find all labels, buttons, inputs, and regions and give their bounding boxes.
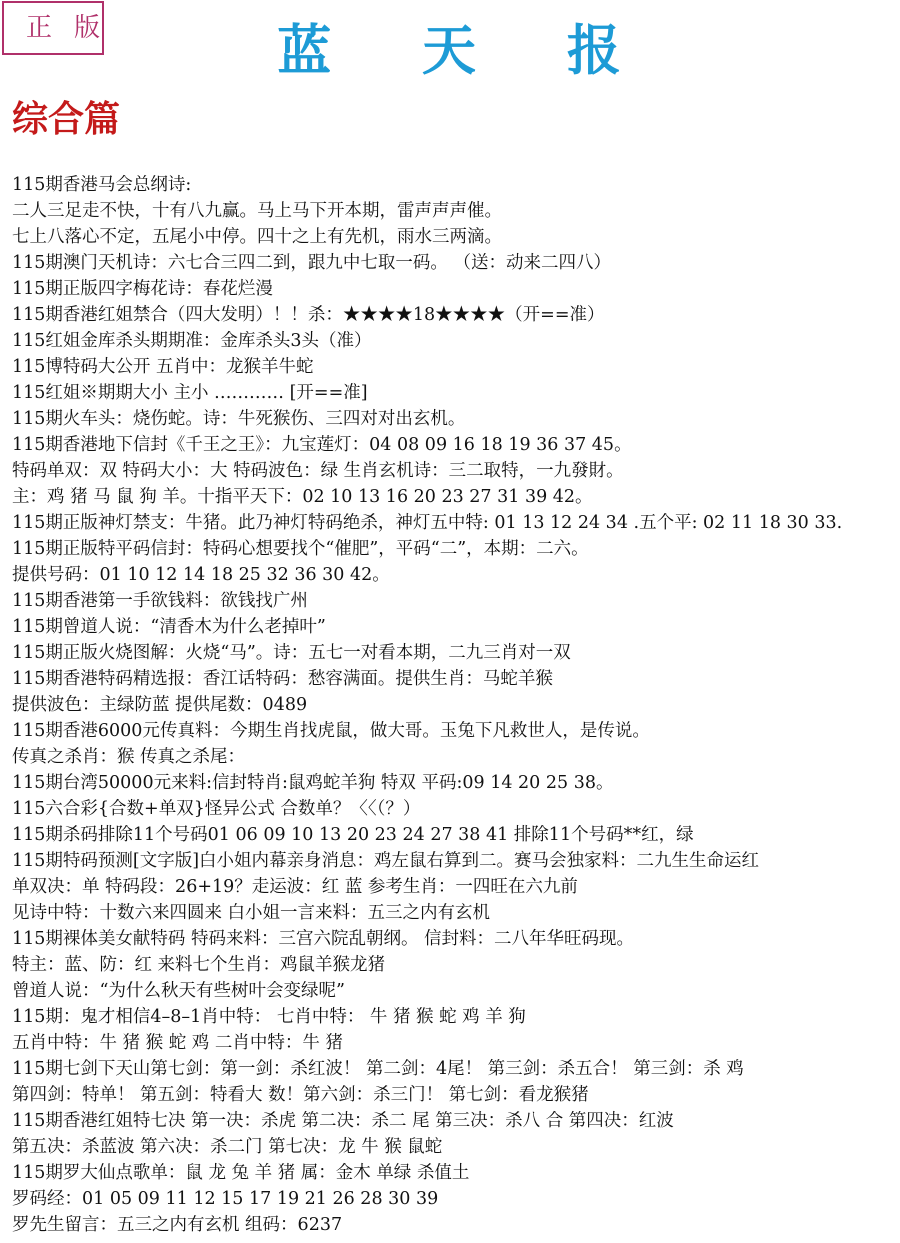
text-line: 115期香港6000元传真料：今期生肖找虎鼠，做大哥。玉兔下凡救世人，是传说。 — [12, 721, 650, 741]
text-line: 115期正版神灯禁支：牛猪。此乃神灯特码绝杀，神灯五中特: 01 13 12 24 34 .五个平: 02 11 18 30 33. — [12, 513, 843, 533]
text-line: 传真之杀肖：猴 传真之杀尾： — [12, 747, 246, 767]
text-line: 115红姐※期期大小 主小 ………… [开==准] — [12, 383, 368, 403]
text-line: 第五决：杀蓝波 第六决：杀二门 第七决：龙 牛 猴 鼠蛇 — [12, 1137, 443, 1157]
text-line: 115期台湾50000元来料:信封特肖:鼠鸡蛇羊狗 特双 平码:09 14 20 25 38。 — [12, 773, 614, 793]
text-line: 115期曾道人说：“清香木为什么老掉叶” — [12, 617, 326, 637]
section-title: 综合篇 — [12, 98, 121, 140]
text-line: 115期特码预测[文字版]白小姐内幕亲身消息：鸡左鼠右算到二。赛马会独家料：二九生生命运红 — [12, 851, 760, 871]
text-line: 提供号码：01 10 12 14 18 25 32 36 30 42。 — [12, 565, 390, 585]
edition-badge: 正版 — [2, 1, 104, 55]
text-line: 主：鸡 猪 马 鼠 狗 羊。十指平天下：02 10 13 16 20 23 27 31 39 42。 — [12, 487, 593, 507]
text-line: 罗码经：01 05 09 11 12 15 17 19 21 26 28 30 39 — [12, 1189, 439, 1209]
text-line: 115期香港马会总纲诗: — [12, 175, 192, 195]
text-line: 115红姐金库杀头期期准：金库杀头3头（准） — [12, 331, 372, 351]
text-line: 115期裸体美女献特码 特码来料：三宫六院乱朝纲。 信封料：二八年华旺码现。 — [12, 929, 635, 949]
page-title — [0, 14, 900, 86]
text-line: 二人三足走不快，十有八九赢。马上马下开本期，雷声声声催。 — [12, 201, 502, 221]
text-line: 五肖中特：牛 猪 猴 蛇 鸡 二肖中特：牛 猪 — [12, 1033, 343, 1053]
text-line: 115期正版特平码信封：特码心想要找个“催肥”，平码“二”，本期：二六。 — [12, 539, 589, 559]
text-line: 115期香港红姐禁合（四大发明）！！杀：★★★★18★★★★（开==准） — [12, 305, 605, 325]
text-line: 115期香港红姐特七决 第一决：杀虎 第二决：杀二 尾 第三决：杀八 合 第四决：红波 — [12, 1111, 674, 1131]
text-line: 115期杀码排除11个号码01 06 09 10 13 20 23 24 27 38 41 排除11个号码**红，绿 — [12, 825, 694, 845]
text-line: 见诗中特：十数六来四圆来 白小姐一言来料：五三之内有玄机 — [12, 903, 491, 923]
text-line: 115期正版火烧图解：火烧“马”。诗：五七一对看本期，二九三肖对一双 — [12, 643, 571, 663]
title-char: 天 — [422, 18, 478, 82]
text-line: 115期澳门天机诗：六七合三四二到，跟九中七取一码。 （送：动来二四八） — [12, 253, 611, 273]
text-line: 115期罗大仙点歌单：鼠 龙 兔 羊 猪 属：金木 单绿 杀值土 — [12, 1163, 470, 1183]
title-char: 蓝 — [277, 18, 334, 82]
text-line: 115期香港地下信封《千王之王》：九宝莲灯：04 08 09 16 18 19 36 37 45。 — [12, 435, 632, 455]
text-line: 特码单双：双 特码大小：大 特码波色：绿 生肖玄机诗：三二取特，一九發財。 — [12, 461, 624, 481]
title-char: 报 — [566, 18, 623, 82]
text-line: 曾道人说：“为什么秋天有些树叶会变绿呢” — [12, 981, 345, 1001]
text-line: 七上八落心不定，五尾小中停。四十之上有先机，雨水三两滴。 — [12, 227, 502, 247]
text-line: 115期香港特码精选报：香江话特码：愁容满面。提供生肖：马蛇羊猴 — [12, 669, 553, 689]
text-line: 提供波色：主绿防蓝 提供尾数：0489 — [12, 695, 308, 715]
text-line: 115期火车头：烧伤蛇。诗：牛死猴伤、三四对对出玄机。 — [12, 409, 466, 429]
text-line: 115期：鬼才相信4–8–1肖中特： 七肖中特： 牛 猪 猴 蛇 鸡 羊 狗 — [12, 1007, 526, 1027]
text-line: 115期正版四字梅花诗：春花烂漫 — [12, 279, 273, 299]
text-line: 单双决：单 特码段：26+19？走运波：红 蓝 参考生肖：一四旺在六九前 — [12, 877, 578, 897]
text-line: 115期香港第一手欲钱料：欲钱找广州 — [12, 591, 308, 611]
text-line: 罗先生留言：五三之内有玄机 组码：6237 — [12, 1215, 343, 1235]
text-line: 特主：蓝、防：红 来料七个生肖：鸡鼠羊猴龙猪 — [12, 955, 386, 975]
content-lines — [12, 172, 898, 1238]
text-line: 115期七剑下天山第七剑：第一剑：杀红波！ 第二剑：4尾！ 第三剑：杀五合！ 第三剑：杀 鸡 — [12, 1059, 744, 1079]
text-line: 115六合彩{合数+单双}怪异公式 合数单？〈〈（？） — [12, 799, 421, 819]
text-line: 115博特码大公开 五肖中：龙猴羊牛蛇 — [12, 357, 314, 377]
text-line: 第四剑：特单！ 第五剑：特看大 数！第六剑：杀三门！ 第七剑：看龙猴猪 — [12, 1085, 589, 1105]
